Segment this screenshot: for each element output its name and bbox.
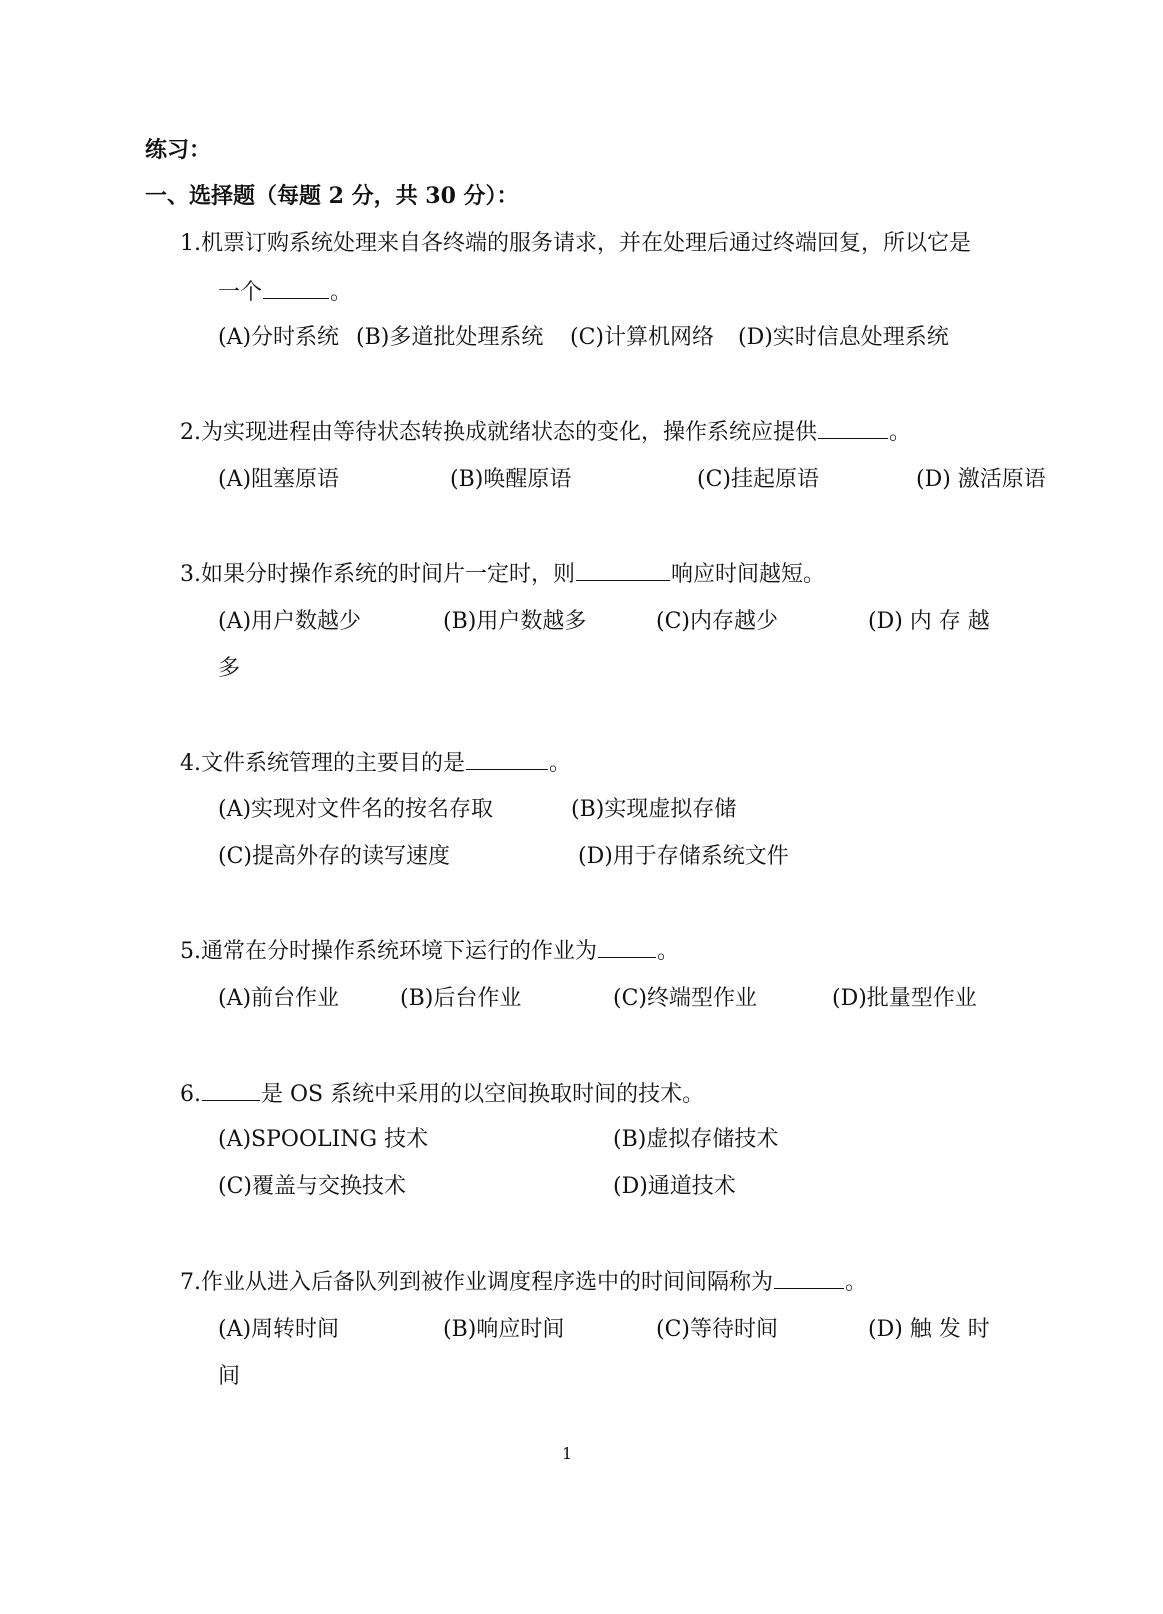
- option-a: (A)实现对文件名的按名存取: [218, 797, 494, 822]
- option-a: (A)周转时间: [218, 1317, 340, 1342]
- question-text: 如果分时操作系统的时间片一定时，则: [201, 562, 576, 587]
- option-c: (C)等待时间: [656, 1317, 778, 1342]
- option-b: (B)响应时间: [443, 1317, 565, 1342]
- option-c: (C)计算机网络: [570, 325, 714, 350]
- question-number: 5.: [180, 939, 201, 964]
- option-c: (C)挂起原语: [697, 467, 819, 492]
- option-b: (B)实现虚拟存储: [571, 797, 737, 822]
- question-text: 。: [889, 420, 912, 445]
- option-d: (D) 内 存 越: [868, 609, 990, 634]
- option-c: (C)内存越少: [656, 609, 778, 634]
- question-text: 。: [845, 1270, 868, 1295]
- question-text: 。: [657, 939, 680, 964]
- answer-blank: [598, 937, 656, 958]
- question-text: 为实现进程由等待状态转换成就绪状态的变化，操作系统应提供: [201, 420, 818, 445]
- option-b: (B)用户数越多: [443, 609, 587, 634]
- question-number: 3.: [180, 562, 201, 587]
- question-text: 是 OS 系统中采用的以空间换取时间的技术。: [261, 1082, 705, 1107]
- option-b: (B)唤醒原语: [450, 467, 572, 492]
- section-title: 一、选择题（每题 2 分，共 30 分）：: [145, 183, 519, 209]
- answer-blank: [818, 418, 888, 439]
- question-number: 2.: [180, 420, 201, 445]
- question-text: 作业从进入后备队列到被作业调度程序选中的时间间隔称为: [201, 1270, 774, 1295]
- question-4-stem: [180, 749, 571, 778]
- option-d-cont: 多: [218, 656, 241, 681]
- question-6-stem: [180, 1080, 704, 1109]
- question-7-stem: [180, 1268, 867, 1297]
- question-number: 7.: [180, 1270, 201, 1295]
- option-a: (A)前台作业: [218, 986, 340, 1011]
- option-c: (C)终端型作业: [613, 986, 757, 1011]
- option-a: (A)阻塞原语: [218, 467, 340, 492]
- option-b: (B)虚拟存储技术: [613, 1127, 779, 1152]
- question-2-stem: [180, 418, 911, 447]
- question-number: 6.: [180, 1082, 201, 1107]
- question-3-stem: [180, 560, 825, 589]
- option-b: (B)后台作业: [400, 986, 522, 1011]
- option-b: (B)多道批处理系统: [356, 325, 544, 350]
- question-number: 4.: [180, 751, 201, 776]
- option-a: (A)用户数越少: [218, 609, 362, 634]
- question-text: 一个: [218, 280, 263, 305]
- question-number: 1.: [180, 231, 201, 256]
- option-d: (D)实时信息处理系统: [738, 325, 949, 350]
- question-5-stem: [180, 937, 679, 966]
- exercise-heading: 练习：: [145, 137, 212, 163]
- question-text: 。: [330, 280, 353, 305]
- question-text: 。: [549, 751, 572, 776]
- answer-blank: [466, 749, 548, 770]
- answer-blank: [263, 278, 329, 299]
- option-a: (A)SPOOLING 技术: [218, 1127, 429, 1152]
- question-text: 机票订购系统处理来自各终端的服务请求，并在处理后通过终端回复，所以它是: [201, 231, 972, 256]
- question-text: 响应时间越短。: [671, 562, 826, 587]
- answer-blank: [774, 1268, 844, 1289]
- option-d: (D) 激活原语: [916, 467, 1046, 492]
- question-text: 文件系统管理的主要目的是: [201, 751, 466, 776]
- option-d: (D)用于存储系统文件: [578, 844, 789, 869]
- option-a: (A)分时系统: [218, 325, 340, 350]
- option-c: (C)提高外存的读写速度: [218, 844, 450, 869]
- option-d: (D) 触 发 时: [868, 1317, 990, 1342]
- question-text: 通常在分时操作系统环境下运行的作业为: [201, 939, 598, 964]
- option-c: (C)覆盖与交换技术: [218, 1174, 406, 1199]
- question-1-stem: [180, 230, 971, 258]
- answer-blank: [576, 560, 670, 581]
- option-d: (D)通道技术: [613, 1174, 736, 1199]
- page-number: 1: [562, 1444, 573, 1463]
- option-d-cont: 间: [218, 1364, 241, 1389]
- option-d: (D)批量型作业: [832, 986, 977, 1011]
- question-1-stem-cont: [218, 278, 352, 307]
- answer-blank: [202, 1080, 260, 1101]
